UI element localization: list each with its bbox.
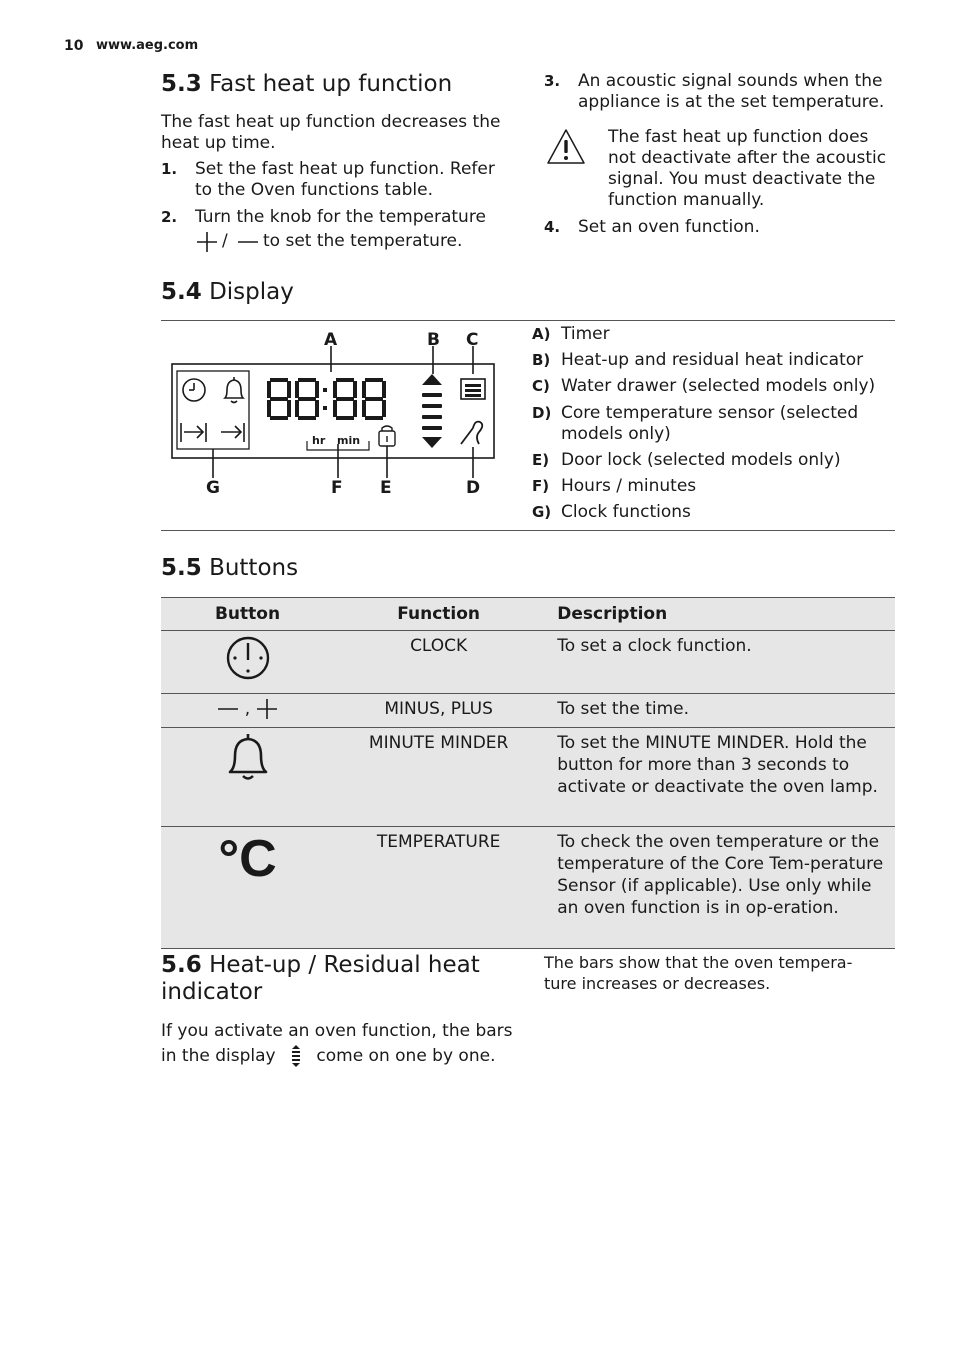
intro-text: The fast heat up function decreases the heat up time. xyxy=(161,112,501,153)
water-drawer-icon xyxy=(461,379,485,399)
legend-key: F) xyxy=(532,477,550,495)
section-number: 5.5 xyxy=(161,555,202,581)
plus-icon xyxy=(196,231,218,253)
button-cell xyxy=(161,694,334,728)
section-title: Heat-up / Residual heat indicator xyxy=(161,952,480,1005)
legend-value: Door lock (selected models only) xyxy=(561,450,841,470)
table-row xyxy=(161,694,895,728)
description-cell: To set the time. xyxy=(543,694,895,728)
section-5-5-heading xyxy=(161,555,298,582)
bars-icon xyxy=(289,1045,303,1067)
section-5-4-heading xyxy=(161,279,294,306)
buttons-table xyxy=(161,597,895,949)
minus-button-icon xyxy=(217,699,239,719)
function-cell: TEMPERATURE xyxy=(334,827,543,949)
start-time-icon xyxy=(181,423,206,442)
page-number: 10 xyxy=(64,38,84,54)
section-number: 5.3 xyxy=(161,71,202,97)
legend-value: Water drawer (selected models only) xyxy=(561,376,876,396)
table-header-row xyxy=(161,598,895,631)
legend-value: Core temperature sensor (selected models only) xyxy=(561,403,859,444)
clock-icon xyxy=(225,635,271,681)
display-bell-icon xyxy=(225,377,243,403)
section-5-3-heading xyxy=(161,71,452,98)
section-divider xyxy=(161,530,895,531)
celsius-icon: °C xyxy=(218,830,277,888)
section-5-6-heading xyxy=(161,952,521,1006)
end-time-icon xyxy=(221,423,244,442)
callout-a: A xyxy=(324,330,338,350)
section-title: Display xyxy=(209,279,294,305)
section-divider xyxy=(161,320,895,321)
warning-text: The fast heat up function does not deactivate after the acoustic signal. You must deactivate the function manually. xyxy=(608,127,887,210)
legend-key: D) xyxy=(532,404,552,422)
bars-explanation: The bars show that the oven tempera-ture increases or decreases. xyxy=(544,953,853,993)
step-number: 1. xyxy=(161,160,178,178)
step-2 xyxy=(161,207,506,255)
heat-up-text xyxy=(161,1019,516,1069)
heat-up-text-start: If you activate an oven function, the bars in the display xyxy=(161,1021,513,1066)
callout-b: B xyxy=(427,330,440,350)
legend-key: E) xyxy=(532,451,550,469)
legend-key: B) xyxy=(532,351,551,369)
section-number: 5.6 xyxy=(161,952,202,978)
min-label: min xyxy=(337,434,361,447)
table-row xyxy=(161,827,895,949)
section-title: Fast heat up function xyxy=(209,71,453,97)
step-text: An acoustic signal sounds when the appliance is at the set temperature. xyxy=(578,71,885,112)
header-button: Button xyxy=(161,598,334,631)
step-text: Set an oven function. xyxy=(578,217,760,237)
header-function: Function xyxy=(334,598,543,631)
step-number: 2. xyxy=(161,208,178,226)
description-cell: To check the oven temperature or the temperature of the Core Tem-perature Sensor (if applicable). Use only while an oven function is in op-eration. xyxy=(543,827,895,949)
slash: / xyxy=(222,231,228,251)
button-cell xyxy=(161,827,334,949)
button-cell xyxy=(161,631,334,694)
section-title: Buttons xyxy=(209,555,299,581)
header-url: www.aeg.com xyxy=(96,38,199,53)
table-row xyxy=(161,728,895,827)
button-cell xyxy=(161,728,334,827)
callout-d: D xyxy=(466,478,481,498)
legend-value: Timer xyxy=(561,324,610,344)
function-cell: MINUTE MINDER xyxy=(334,728,543,827)
plus-button-icon xyxy=(256,699,278,719)
door-lock-icon xyxy=(379,426,395,446)
callout-c: C xyxy=(466,330,479,350)
step-text-line1: Turn the knob for the temperature xyxy=(195,207,486,227)
legend-value: Clock functions xyxy=(561,502,691,522)
minus-icon xyxy=(237,231,259,253)
step-number: 3. xyxy=(544,72,561,90)
callout-e: E xyxy=(380,478,392,498)
legend-key: G) xyxy=(532,503,552,521)
step-number: 4. xyxy=(544,218,561,236)
heat-up-indicator-icon xyxy=(422,374,442,448)
legend-value: Heat-up and residual heat indicator xyxy=(561,350,864,370)
step-text: Set the fast heat up function. Refer to the Oven functions table. xyxy=(195,159,495,200)
description-cell: To set the MINUTE MINDER. Hold the button for more than 3 seconds to activate or deactivate the oven lamp. xyxy=(543,728,895,827)
display-diagram xyxy=(161,322,521,528)
separator: , xyxy=(244,699,251,719)
seven-segment-digits xyxy=(267,378,386,420)
legend-key: A) xyxy=(532,325,551,343)
section-number: 5.4 xyxy=(161,279,202,305)
hr-label: hr xyxy=(312,434,326,447)
timer-clock-icon xyxy=(183,379,205,401)
core-temperature-sensor-icon xyxy=(461,422,482,444)
step-text-line2: to set the temperature. xyxy=(263,231,463,251)
table-row xyxy=(161,631,895,694)
function-cell: MINUS, PLUS xyxy=(334,694,543,728)
legend-key: C) xyxy=(532,377,550,395)
function-cell: CLOCK xyxy=(334,631,543,694)
description-cell: To set a clock function. xyxy=(543,631,895,694)
callout-g: G xyxy=(206,478,220,498)
legend-value: Hours / minutes xyxy=(561,476,697,496)
callout-f: F xyxy=(331,478,343,498)
header-description: Description xyxy=(543,598,895,631)
heat-up-text-end: come on one by one. xyxy=(316,1046,496,1066)
warning-icon xyxy=(546,128,586,166)
bell-icon xyxy=(226,732,270,782)
